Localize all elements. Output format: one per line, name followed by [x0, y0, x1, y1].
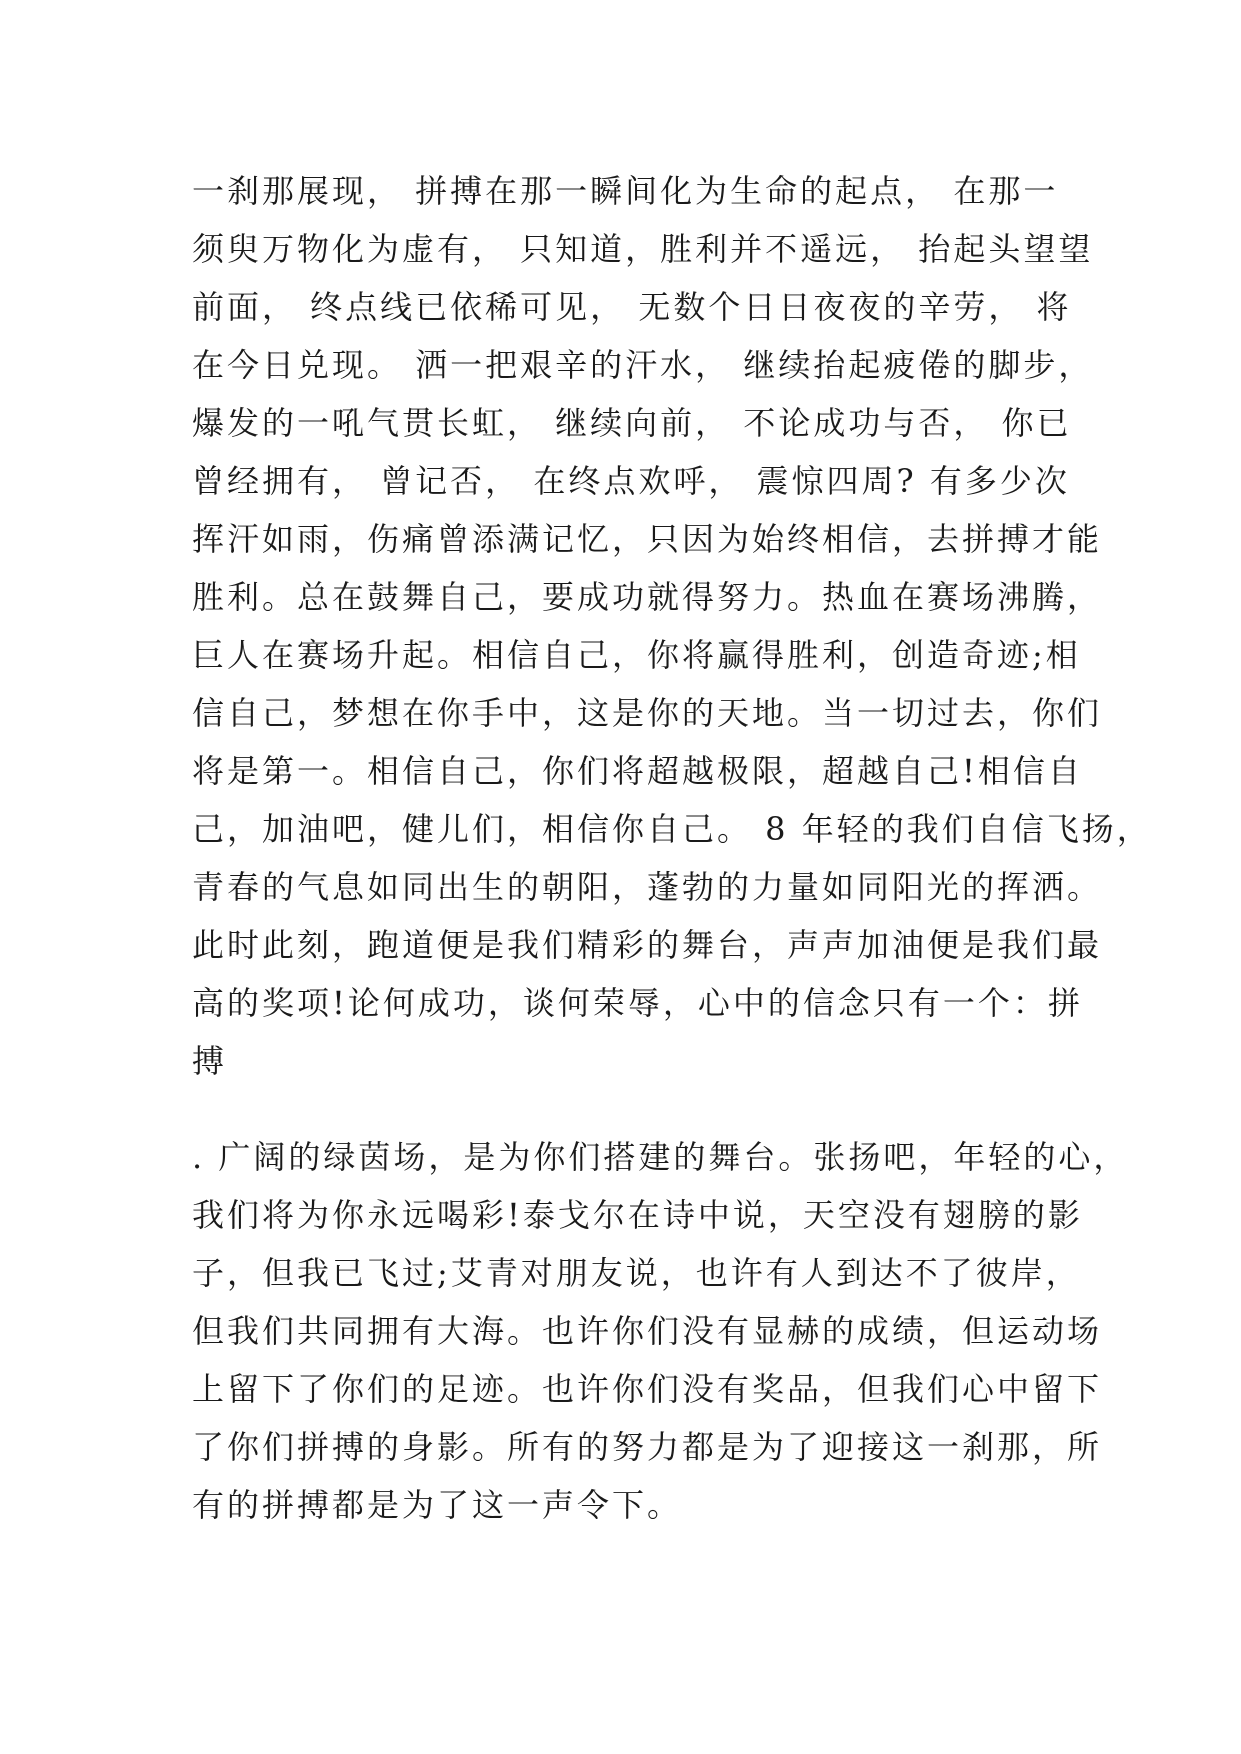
text-line: 将是第一。相信自己，你们将超越极限，超越自己!相信自 [192, 752, 1083, 790]
text-line: 己，加油吧，健儿们，相信你自己。 8 年轻的我们自信飞扬， [192, 810, 1152, 848]
text-line: 巨人在赛场升起。相信自己，你将赢得胜利，创造奇迹;相 [192, 636, 1081, 674]
text-line: 爆发的一吼气贯长虹， 继续向前， 不论成功与否， 你已 [192, 404, 1072, 442]
text-line: . 广阔的绿茵场，是为你们搭建的舞台。张扬吧，年轻的心， [192, 1138, 1129, 1176]
text-line: 但我们共同拥有大海。也许你们没有显赫的成绩，但运动场 [192, 1312, 1103, 1350]
text-line: 此时此刻，跑道便是我们精彩的舞台，声声加油便是我们最 [192, 926, 1103, 964]
text-line: 我们将为你永远喝彩!泰戈尔在诗中说，天空没有翅膀的影 [192, 1196, 1083, 1234]
text-line: 须臾万物化为虚有， 只知道，胜利并不遥远， 抬起头望望 [192, 230, 1094, 268]
text-line: 前面， 终点线已依稀可见， 无数个日日夜夜的辛劳， 将 [192, 288, 1072, 326]
text-line: 挥汗如雨，伤痛曾添满记忆，只因为始终相信，去拼搏才能 [192, 520, 1103, 558]
text-line: 高的奖项!论何成功，谈何荣辱，心中的信念只有一个：拼 [192, 984, 1083, 1022]
text-line: 在今日兑现。 洒一把艰辛的汗水， 继续抬起疲倦的脚步， [192, 346, 1094, 384]
text-line: 一刹那展现， 拼搏在那一瞬间化为生命的起点， 在那一 [192, 172, 1059, 210]
text-line: 上留下了你们的足迹。也许你们没有奖品，但我们心中留下 [192, 1370, 1103, 1408]
text-line: 青春的气息如同出生的朝阳，蓬勃的力量如同阳光的挥洒。 [192, 868, 1103, 906]
paragraph-2 [192, 1128, 1129, 1534]
paragraph-1 [192, 162, 1152, 1090]
text-line: 信自己，梦想在你手中，这是你的天地。当一切过去，你们 [192, 694, 1103, 732]
text-line: 搏 [192, 1042, 228, 1080]
text-line: 曾经拥有， 曾记否， 在终点欢呼， 震惊四周? 有多少次 [192, 462, 1070, 500]
text-line: 胜利。总在鼓舞自己，要成功就得努力。热血在赛场沸腾， [192, 578, 1103, 616]
text-line: 有的拼搏都是为了这一声令下。 [192, 1486, 683, 1524]
text-line: 子，但我已飞过;艾青对朋友说，也许有人到达不了彼岸， [192, 1254, 1081, 1292]
text-line: 了你们拼搏的身影。所有的努力都是为了迎接这一刹那，所 [192, 1428, 1103, 1466]
